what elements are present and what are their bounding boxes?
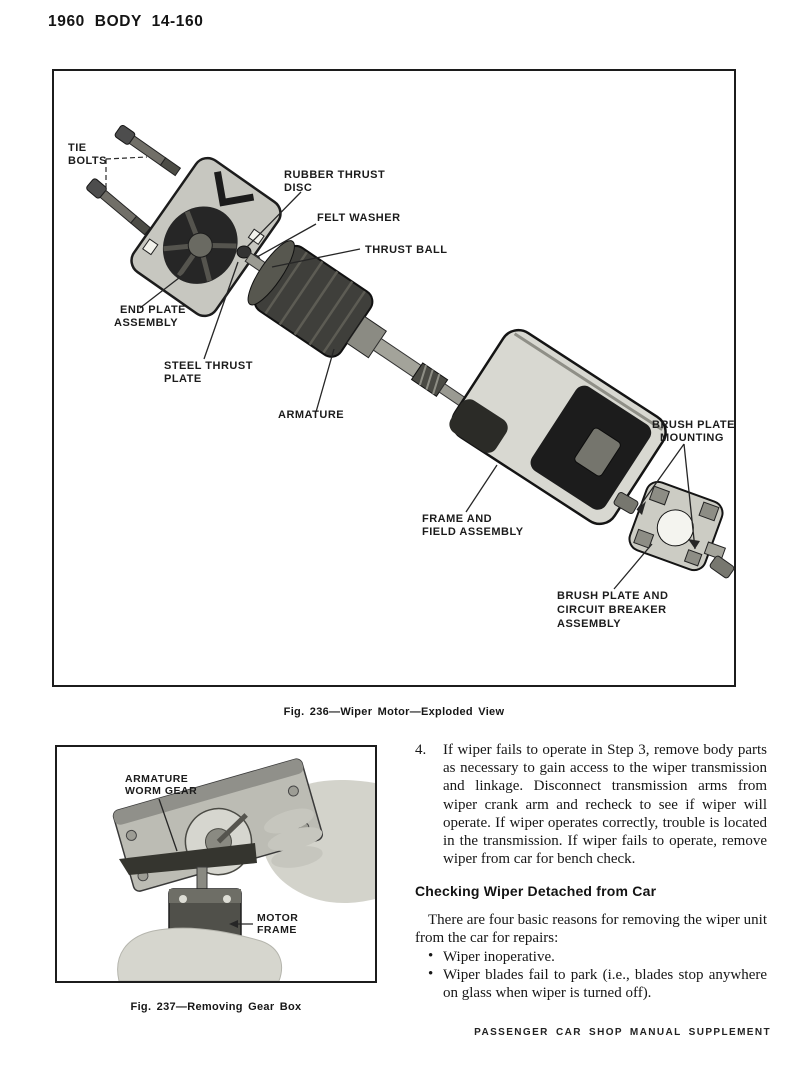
armature-drawing [227,226,488,437]
brush-plate-mounting-label: MOUNTING [660,432,724,444]
bullet-icon: • [428,948,434,965]
armature-worm-gear-label: ARMATURE [125,773,189,785]
frame-field-assembly-label: FIELD ASSEMBLY [422,526,524,538]
bullet-icon: • [428,966,434,983]
step-text: If wiper fails to operate in Step 3, remove body parts as necessary to gain access to the wiper transmission and linkage. Disconnect transmission arms from wiper crank arm and recheck to see if wiper will operate. If wiper operates correctly, trouble is located in the transmission. If wiper fails to operate, remove wiper from car for bench check. [443,742,767,868]
rubber-thrust-disc-label: RUBBER THRUST [284,169,386,181]
rubber-thrust-disc-label: DISC [284,182,313,194]
page-title: 1960 BODY 14-160 [48,13,204,30]
steel-thrust-plate-label: STEEL THRUST [164,360,253,372]
step-number: 4. [415,742,427,758]
list-item [415,948,767,966]
reasons-list [415,948,767,1003]
armature-worm-gear-label: WORM GEAR [125,785,198,797]
intro-paragraph: There are four basic reasons for removing the wiper unit from the car for repairs: [415,911,767,946]
list-item-text: Wiper blades fail to park (i.e., blades stop anywhere on glass when wiper is turned off). [443,967,767,1002]
fig236-exploded-view-drawing [54,71,738,689]
frame-field-assembly-label: FRAME AND [422,513,493,525]
step-4-item [415,741,767,868]
brush-plate-cb-assembly-label: ASSEMBLY [557,618,622,630]
thrust-ball-label: THRUST BALL [365,244,448,256]
tie-bolts-label: BOLTS [68,155,107,167]
fig237-photo-frame [55,745,377,983]
section-heading: Checking Wiper Detached from Car [415,883,657,900]
lower-hand [118,928,282,981]
brush-plate-cb-assembly-label: CIRCUIT BREAKER [557,604,667,616]
armature-label: ARMATURE [278,409,345,421]
end-plate-assembly-label: ASSEMBLY [114,317,179,329]
end-plate-assembly-label: END PLATE [120,304,187,316]
motor-frame-label: FRAME [257,924,297,936]
fig236-caption: Fig. 236—Wiper Motor—Exploded View [283,706,505,718]
footer-text: PASSENGER CAR SHOP MANUAL SUPPLEMENT [474,1027,771,1038]
frame-field-drawing [446,323,673,530]
tie-bolts-label: TIE [68,142,87,154]
motor-frame-label: MOTOR [257,912,299,924]
brush-plate-drawing [613,478,738,579]
fig237-photo-drawing [57,747,375,981]
felt-washer-label: FELT WASHER [317,212,401,224]
list-item-text: Wiper inoperative. [443,949,555,966]
brush-plate-cb-assembly-label: BRUSH PLATE AND [557,590,669,602]
steel-thrust-plate-label: PLATE [164,373,202,385]
fig237-caption: Fig. 237—Removing Gear Box [130,1001,302,1013]
fig236-exploded-view-frame [52,69,736,687]
text-column [415,741,767,1003]
list-item [415,966,767,1002]
brush-plate-mounting-label: BRUSH PLATE [652,419,735,431]
